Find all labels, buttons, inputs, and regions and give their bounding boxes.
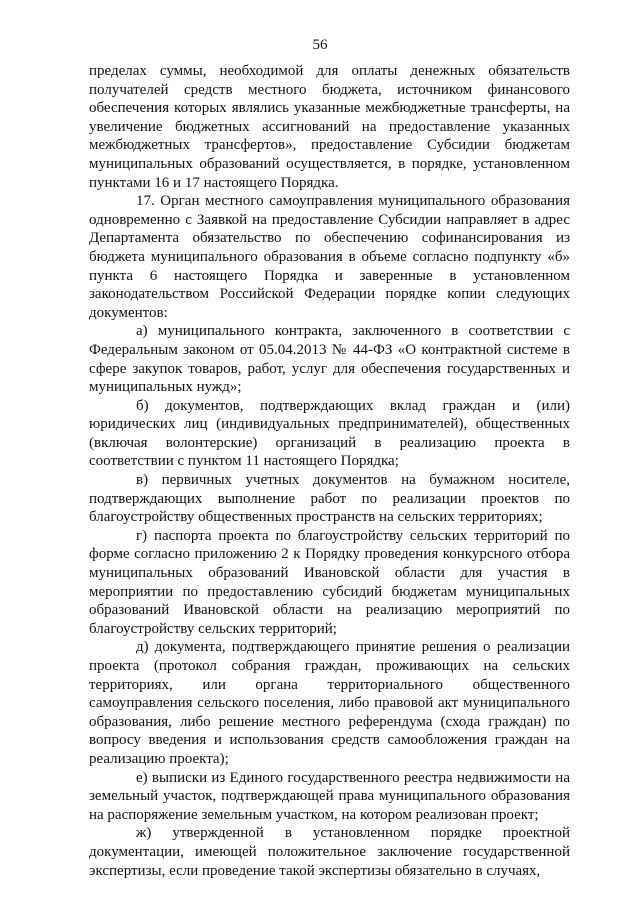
subitem-v: в) первичных учетных документов на бумажном носителе, подтверждающих выполнение работ по реализации проектов по благоустройству общественных пространств на сельских территориях; — [89, 472, 570, 526]
body-text — [89, 62, 570, 880]
subitem-a: а) муниципального контракта, заключенного в соответствии с Федеральным законом от 05.04.2013 № 44-ФЗ «О контрактной системе в сфере закупок товаров, работ, услуг для обеспечения государственных и муниципальных нужд»; — [89, 323, 570, 396]
subitem-zh: ж) утвержденной в установленном порядке проектной документации, имеющей положительное заключение государственной экспертизы, если проведение такой экспертизы обязательно в случаях, — [89, 825, 570, 879]
paragraph-item-17: 17. Орган местного самоуправления муниципального образования одновременно с Заявкой на предоставление Субсидии направляет в адрес Департамента обязательство по обеспечению софинансирования из бюджета муниципального образования в объеме согласно подпункту «б» пункта 6 настоящего Порядка и заверенные в установленном законодательством Российской Федерации порядке копии следующих документов: — [89, 193, 570, 321]
page-number: 56 — [312, 37, 328, 53]
subitem-b: б) документов, подтверждающих вклад граждан и (или) юридических лиц (индивидуальных предпринимателей), общественных (включая волонтерские) организаций в реализацию проекта в соответствии с пунктом 11 настоящего Порядка; — [89, 397, 570, 470]
subitem-e: е) выписки из Единого государственного реестра недвижимости на земельный участок, подтверждающей права муниципального образования на распоряжение земельным участком, на котором реализован проект; — [89, 769, 570, 823]
paragraph-continuation: пределах суммы, необходимой для оплаты денежных обязательств получателей средств местного бюджета, источником финансового обеспечения которых являлись указанные межбюджетные трансферты, на увеличение бюджетных ассигнований на предоставление указанных межбюджетных трансфертов», предоставление Субсидии бюджетам муниципальных образований осуществляется, в порядке, установленном пунктами 16 и 17 настоящего Порядка. — [89, 63, 570, 191]
subitem-d: д) документа, подтверждающего принятие решения о реализации проекта (протокол собрания граждан, проживающих на сельских территориях, или органа территориального общественного самоуправления сельского поселения, либо правовой акт муниципального образования, либо решение местного референдума (схода граждан) по вопросу введения и использования средств самообложения граждан на реализацию проекта); — [89, 639, 570, 767]
subitem-g: г) паспорта проекта по благоустройству сельских территорий по форме согласно приложению 2 к Порядку проведения конкурсного отбора муниципальных образований Ивановской области для участия в мероприятии по предоставлению субсидий бюджетам муниципальных образований Ивановской области на реализацию мероприятий по благоустройству сельских территорий; — [89, 527, 570, 637]
